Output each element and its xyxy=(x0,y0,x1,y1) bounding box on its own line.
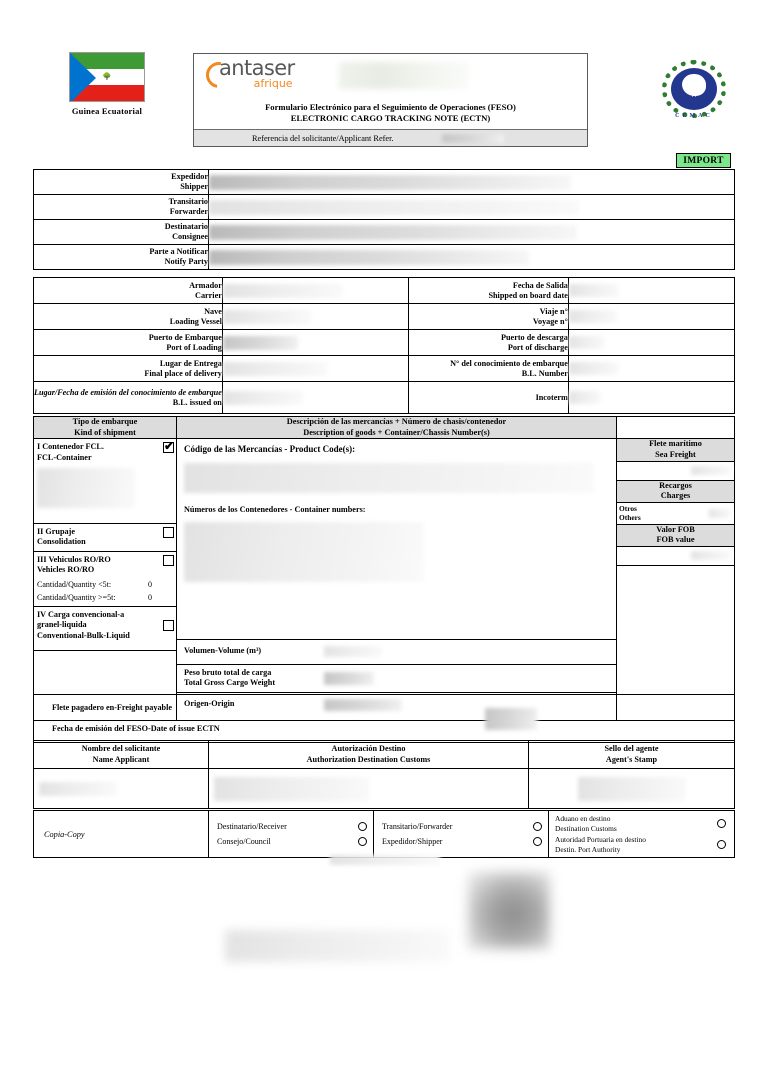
kind-fcl-checkbox[interactable] xyxy=(163,442,174,453)
kind-header-es: Tipo de embarque xyxy=(72,417,138,426)
kind-conventional-label-es: IV Carga convencional-a granel-liquida xyxy=(37,609,125,629)
voyage-number-value[interactable] xyxy=(568,304,734,330)
table-row-vessel-voyage xyxy=(34,304,735,330)
bl-label-en: B.L. Number xyxy=(521,368,568,378)
others-row xyxy=(617,502,734,524)
weight-value[interactable] xyxy=(324,669,374,687)
bl-number-label xyxy=(408,356,568,382)
forwarder-value[interactable] xyxy=(209,195,735,220)
copy-row xyxy=(34,811,735,858)
authorization-header xyxy=(209,741,529,769)
kind-fcl-label-es: I Contenedor FCL. xyxy=(37,442,104,451)
signatures-value-row xyxy=(34,769,735,809)
table-row-consignee xyxy=(34,220,735,245)
goods-description-column xyxy=(177,439,617,721)
goods-description-header xyxy=(177,417,617,439)
shipper-label xyxy=(34,170,209,195)
kind-conventional-row[interactable] xyxy=(34,606,176,650)
consignee-label-en: Consignee xyxy=(172,232,208,241)
applicant-reference-label: Referencia del solicitante/Applicant Refer. xyxy=(252,133,394,143)
applicant-header-es: Nombre del solicitante xyxy=(81,744,161,753)
bl-issued-label-es: Lugar/Fecha de emisión del conocimiento de embarque xyxy=(34,387,222,397)
country-flag-block xyxy=(62,52,152,116)
table-row-carrier-shipdate xyxy=(34,278,735,304)
carrier-value[interactable] xyxy=(222,278,408,304)
charges-label-es: Recargos xyxy=(659,480,692,490)
sea-freight-value[interactable] xyxy=(617,461,734,480)
port-of-discharge-value[interactable] xyxy=(568,330,734,356)
notify-party-value[interactable] xyxy=(209,245,735,270)
copy-option-shipper-radio[interactable] xyxy=(533,837,542,846)
product-code-label: Código de las Mercancías - Product Code(s): xyxy=(184,444,356,454)
table-row-notify-party xyxy=(34,245,735,270)
bl-issued-label-en: B.L. issued on xyxy=(172,397,222,407)
copy-option-forwarder-radio[interactable] xyxy=(533,822,542,831)
shipper-label-es: Expedidor xyxy=(171,172,208,181)
copy-group-receiver xyxy=(209,811,374,858)
copy-option-receiver-label: Destinatario/Receiver xyxy=(217,821,287,831)
bl-label-es: N° del conocimiento de embarque xyxy=(450,358,568,368)
weight-row xyxy=(177,664,616,692)
container-numbers-value[interactable] xyxy=(184,516,612,582)
copy-option-port-authority-radio[interactable] xyxy=(717,840,726,849)
volume-value[interactable] xyxy=(324,643,382,661)
shipper-label-en: Shipper xyxy=(180,182,208,191)
volume-label: Volumen-Volume (m³) xyxy=(184,646,262,656)
agent-stamp-header xyxy=(529,741,735,769)
kind-fcl-label-en: FCL-Container xyxy=(37,452,92,462)
redacted-block-stamp xyxy=(468,872,550,949)
voyage-table xyxy=(33,277,735,414)
kind-roro-checkbox[interactable] xyxy=(163,555,174,566)
quantity-lt5-label: Cantidad/Quantity <5t: xyxy=(37,579,112,589)
final-delivery-value[interactable] xyxy=(222,356,408,382)
pod-label-en: Port of discharge xyxy=(507,342,568,352)
container-numbers-label: Números de los Contenedores - Container numbers: xyxy=(184,505,366,514)
charges-header-row xyxy=(617,480,734,502)
vessel-label-en: Loading Vessel xyxy=(169,316,222,326)
copy-option-council-radio[interactable] xyxy=(358,837,367,846)
shipment-table xyxy=(33,416,735,721)
fob-header-row xyxy=(617,524,734,546)
copy-option-customs-label-en: Destination Customs xyxy=(555,823,617,833)
carrier-label-en: Carrier xyxy=(195,290,222,300)
bl-issued-label xyxy=(34,382,223,414)
copy-label: Copia-Copy xyxy=(34,811,209,858)
loading-vessel-label xyxy=(34,304,223,330)
origin-label: Origen-Origin xyxy=(184,699,235,709)
sea-freight-label-en: Sea Freight xyxy=(655,449,696,459)
bl-issued-value[interactable] xyxy=(222,382,408,414)
sea-freight-value-row xyxy=(617,461,734,480)
redacted-logo-area xyxy=(339,62,469,89)
cemac-seal-label: CEMAC xyxy=(675,113,713,119)
kind-consolidation-checkbox[interactable] xyxy=(163,527,174,538)
fob-header xyxy=(617,524,734,546)
authorization-value[interactable] xyxy=(209,769,529,809)
kind-of-shipment-column xyxy=(34,439,177,721)
copy-option-customs-label-es: Aduano en destino xyxy=(555,814,611,823)
weight-label-es: Peso bruto total de carga xyxy=(184,667,272,677)
quantity-ge5-label: Cantidad/Quantity >=5t: xyxy=(37,592,116,602)
equatorial-guinea-flag-icon xyxy=(69,52,145,102)
kind-fcl-row[interactable] xyxy=(34,439,176,523)
ship-date-label-es: Fecha de Salida xyxy=(512,280,568,290)
payment-values[interactable] xyxy=(475,695,735,743)
date-issue-label: Fecha de emisión del FESO-Date of issue ECTN xyxy=(52,723,220,733)
kind-consolidation-row[interactable] xyxy=(34,523,176,551)
sea-freight-header-row xyxy=(617,439,734,461)
applicant-reference-bar xyxy=(194,129,587,146)
table-row-shipper xyxy=(34,170,735,195)
form-title-box xyxy=(193,53,588,147)
others-label-es: Otros xyxy=(619,503,637,513)
others-value[interactable] xyxy=(709,504,731,522)
sea-freight-header xyxy=(617,439,734,461)
stamp-header-es: Sello del agente xyxy=(604,744,659,753)
parties-table xyxy=(33,169,735,270)
carrier-label xyxy=(34,278,223,304)
notify-party-label xyxy=(34,245,209,270)
form-title-spanish: Formulario Electrónico para el Seguimiento de Operaciones (FESO) xyxy=(265,102,516,112)
weight-label-en: Total Gross Cargo Weight xyxy=(184,678,276,687)
kind-consolidation-label-en: Consolidation xyxy=(37,537,86,546)
fob-label-en: FOB value xyxy=(656,535,695,544)
goods-detail-row xyxy=(177,439,616,639)
applicant-name-value[interactable] xyxy=(34,769,209,809)
port-of-loading-value[interactable] xyxy=(222,330,408,356)
import-badge: IMPORT xyxy=(676,153,731,168)
freight-payable-label: Flete pagadero en-Freight payable xyxy=(52,703,172,712)
fob-value-row xyxy=(617,546,734,565)
antaser-logo xyxy=(219,57,295,89)
table-row-delivery-bl xyxy=(34,356,735,382)
charges-label-en: Charges xyxy=(660,491,691,500)
shipped-on-board-date-label xyxy=(408,278,568,304)
stamp-header-en: Agent's Stamp xyxy=(605,754,658,764)
redacted-block-signature xyxy=(225,930,450,962)
consignee-label xyxy=(34,220,209,245)
carrier-label-es: Armador xyxy=(189,280,222,290)
copy-group-forwarder xyxy=(374,811,549,858)
redacted-block-top xyxy=(330,855,440,865)
copy-option-council-label: Consejo/Council xyxy=(217,836,271,846)
document-header xyxy=(0,0,768,166)
forwarder-label-es: Transitario xyxy=(168,197,208,206)
copy-distribution-table xyxy=(33,810,735,858)
kind-header-en: Kind of shipment xyxy=(74,427,136,437)
kind-roro-row[interactable] xyxy=(34,551,176,606)
copy-option-customs-radio[interactable] xyxy=(717,819,726,828)
port-of-discharge-label xyxy=(408,330,568,356)
copy-option-port-authority-label-en: Destin. Port Authority xyxy=(555,844,621,854)
vessel-label-es: Nave xyxy=(204,306,222,316)
final-delivery-label xyxy=(34,356,223,382)
kind-consolidation-label-es: II Grupaje xyxy=(37,526,75,536)
port-of-loading-label xyxy=(34,330,223,356)
quantity-lt5-value[interactable]: 0 xyxy=(148,579,152,589)
table-row-forwarder xyxy=(34,195,735,220)
voyage-label-es: Viaje n° xyxy=(539,306,568,316)
copy-option-receiver-radio[interactable] xyxy=(358,822,367,831)
delivery-label-en: Final place of delivery xyxy=(144,368,222,378)
country-name-label: Guinea Ecuatorial xyxy=(71,106,143,116)
kind-roro-label-en: Vehicles RO/RO xyxy=(37,565,95,574)
kind-conventional-label-en: Conventional-Bulk-Liquid xyxy=(37,630,130,640)
voyage-number-label xyxy=(408,304,568,330)
volume-row xyxy=(177,639,616,664)
freight-header-spacer xyxy=(617,417,735,439)
incoterm-label xyxy=(408,382,568,414)
shipment-header-row xyxy=(34,417,735,439)
cemac-seal-icon: ★ CEMAC xyxy=(662,60,726,118)
freight-column xyxy=(617,439,735,721)
authorization-header-en: Authorization Destination Customs xyxy=(306,754,431,764)
fob-label-es: Valor FOB xyxy=(656,524,695,534)
shipper-value[interactable] xyxy=(209,170,735,195)
payment-row xyxy=(34,695,735,743)
notify-party-label-es: Parte a Notificar xyxy=(149,247,208,256)
shipment-body-row xyxy=(34,439,735,721)
copy-option-port-authority-label-es: Autoridad Portuaria en destino xyxy=(555,835,646,844)
forwarder-label xyxy=(34,195,209,220)
form-title-english: ELECTRONIC CARGO TRACKING NOTE (ECTN) xyxy=(290,112,491,123)
ship-date-label-en: Shipped on board date xyxy=(488,290,568,300)
payment-table xyxy=(33,694,735,743)
goods-header-en: Description of goods + Container/Chassis Number(s) xyxy=(303,427,490,437)
applicant-reference-value[interactable] xyxy=(439,133,504,143)
product-code-value[interactable] xyxy=(184,455,612,493)
goods-header-es: Descripción de las mercancías + Número de chasis/contenedor xyxy=(286,417,507,426)
fob-value[interactable] xyxy=(617,546,734,565)
forwarder-label-en: Forwarder xyxy=(169,207,208,216)
signatures-header-row xyxy=(34,741,735,769)
flag-emblem-icon: 🌳 xyxy=(102,72,112,81)
kind-conventional-checkbox[interactable] xyxy=(163,620,174,631)
voyage-label-en: Voyage n° xyxy=(532,316,568,326)
incoterm-value[interactable] xyxy=(568,382,734,414)
sea-freight-label-es: Flete marítimo xyxy=(649,439,702,449)
agent-stamp-value[interactable] xyxy=(529,769,735,809)
notify-party-label-en: Notify Party xyxy=(164,257,208,266)
authorization-header-es: Autorización Destino xyxy=(331,744,406,753)
shipped-on-board-date-value[interactable] xyxy=(568,278,734,304)
copy-option-forwarder-label: Transitario/Forwarder xyxy=(382,821,453,831)
copy-group-customs xyxy=(549,811,735,858)
antaser-wordmark: antaser xyxy=(219,56,295,80)
table-row-bl-issued-incoterm xyxy=(34,382,735,414)
kind-roro-label-es: III Vehiculos RO/RO xyxy=(37,554,111,564)
antaser-subtitle: afrique xyxy=(253,77,293,90)
charges-header xyxy=(617,480,734,502)
copy-option-shipper-label: Expedidor/Shipper xyxy=(382,836,443,846)
quantity-ge5-value[interactable]: 0 xyxy=(148,592,152,602)
others-label-en: Others xyxy=(619,513,641,522)
signatures-table xyxy=(33,740,735,809)
pod-label-es: Puerto de descarga xyxy=(501,332,568,342)
pol-label-es: Puerto de Embarque xyxy=(148,332,222,342)
loading-vessel-value[interactable] xyxy=(222,304,408,330)
kind-of-shipment-header xyxy=(34,417,177,439)
applicant-header-en: Name Applicant xyxy=(92,754,150,764)
applicant-name-header xyxy=(34,741,209,769)
pol-label-en: Port of Loading xyxy=(166,342,222,352)
table-row-pol-pod xyxy=(34,330,735,356)
consignee-label-es: Destinatario xyxy=(164,222,208,231)
consignee-value[interactable] xyxy=(209,220,735,245)
bl-number-value[interactable] xyxy=(568,356,734,382)
delivery-label-es: Lugar de Entrega xyxy=(159,358,222,368)
incoterm-label-es: Incoterm xyxy=(535,392,568,402)
